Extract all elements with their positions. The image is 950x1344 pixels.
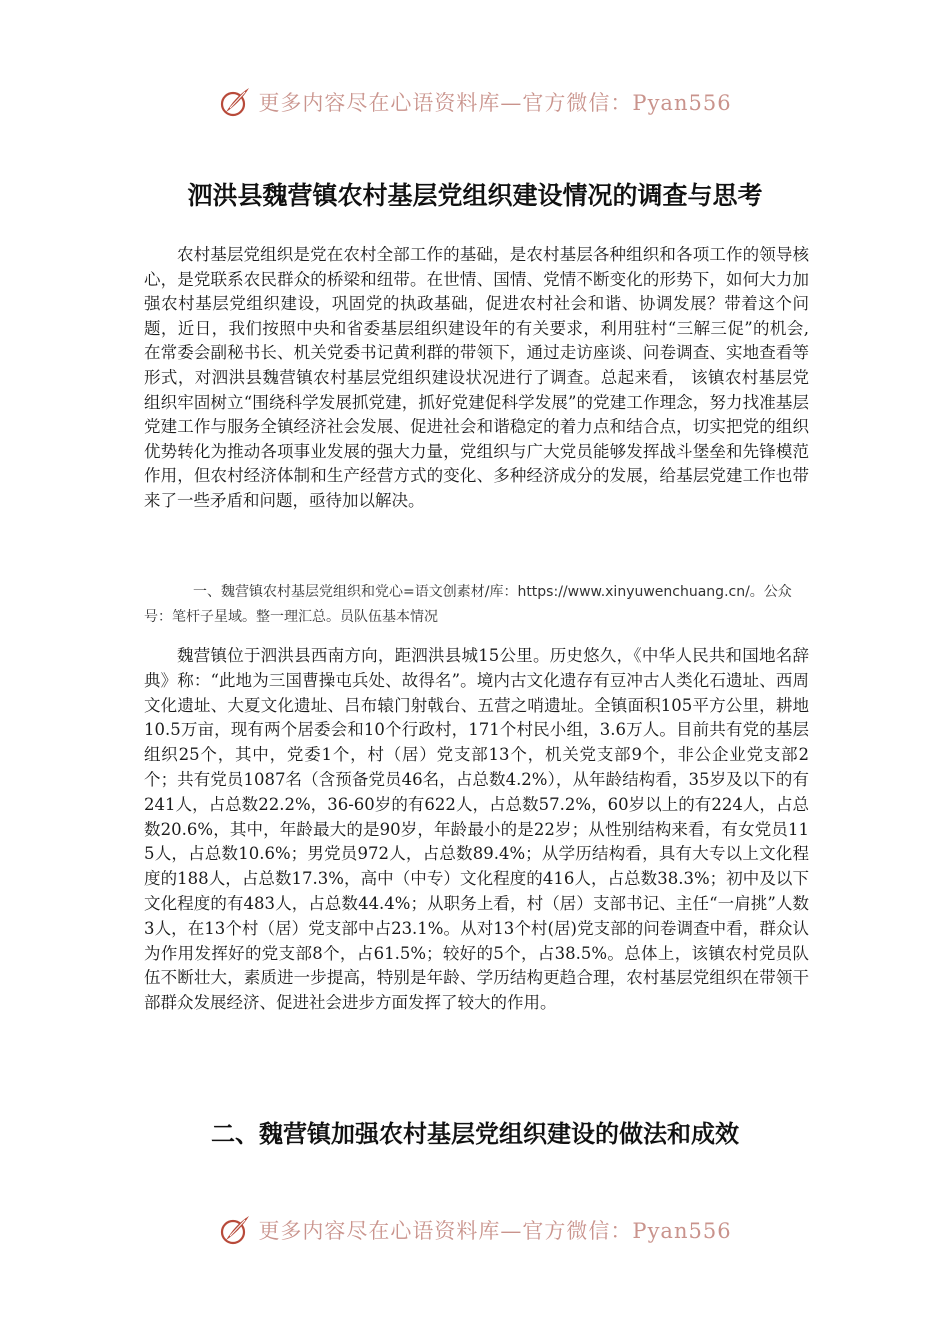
page-title: 泗洪县魏营镇农村基层党组织建设情况的调查与思考 xyxy=(187,181,763,210)
feather-pen-logo-icon xyxy=(218,85,252,119)
section-1-paragraph: 魏营镇位于泗洪县西南方向，距泗洪县城15公里。历史悠久，《中华人民共和国地名辞典》称：“此地为三国曹操屯兵处、故得名”。境内古文化遗存有豆冲古人类化石遗址、西周文化遗址、大夏文化遗址、吕布辕门射戟台、五营之哨遗址。全镇面积105平方公里，耕地10.5万亩，现有两个居委会和10个行政村，171个村民小组，3.6万人。目前共有党的基层组织25个，其中，党委1个，村（居）党支部13个，机关党支部9个，非公企业党支部2个；共有党员1087名（含预备党员46名，占总数4.2%），从年龄结构看，35岁及以下的有241人，占总数22.2%，36-60岁的有622人，占总数57.2%，60岁以上的有224人，占总数20.6%，其中，年龄最大的是90岁，年龄最小的是22岁；从性别结构来看，有女党员115人，占总数10.6%；男党员972人，占总数89.4%；从学历结构看，具有大专以上文化程度的188人，占总数17.3%，高中（中专）文化程度的416人，占总数38.3%；初中及以下文化程度的有483人，占总数44.4%；从职务上看，村（居）支部书记、主任“一肩挑”人数3人，在13个村（居）党支部中占23.1%。从对13个村(居)党支部的问卷调查中看，群众认为作用发挥好的党支部8个，占61.5%；较好的5个，占38.5%。总体上，该镇农村党员队伍不断壮大，素质进一步提高，特别是年龄、学历结构更趋合理，农村基层党组织在带领干部群众发展经济、促进社会进步方面发挥了较大的作用。 xyxy=(144,646,809,1013)
watermark-text: 更多内容尽在心语资料库—官方微信：Pyan556 xyxy=(258,1219,732,1243)
section-2-heading: 二、魏营镇加强农村基层党组织建设的做法和成效 xyxy=(211,1120,739,1148)
intro-paragraph: 农村基层党组织是党在农村全部工作的基础，是农村基层各种组织和各项工作的领导核心，是党联系农民群众的桥梁和纽带。在世情、国情、党情不断变化的形势下，如何大力加强农村基层党组织建设，巩固党的执政基础，促进农村社会和谐、协调发展？带着这个问题，近日，我们按照中央和省委基层组织建设年的有关要求，利用驻村“三解三促”的机会,在常委会副秘书长、机关党委书记黄利群的带领下，通过走访座谈、问卷调查、实地查看等形式，对泗洪县魏营镇农村基层党组织建设状况进行了调查。总起来看， 该镇农村基层党组织牢固树立“围绕科学发展抓党建，抓好党建促科学发展”的党建工作理念，努力找准基层党建工作与服务全镇经济社会发展、促进社会和谐稳定的着力点和结合点，切实把党的组织优势转化为推动各项事业发展的强大力量，党组织与广大党员能够发挥战斗堡垒和先锋模范作用，但农村经济体制和生产经营方式的变化、多种经济成分的发展，给基层党建工作也带来了一些矛盾和问题，亟待加以解决。 xyxy=(144,245,809,510)
header-watermark-banner xyxy=(0,80,950,124)
feather-pen-logo-icon xyxy=(218,1213,252,1247)
section-1-heading: 一、魏营镇农村基层党组织和党心=语文创素材/库：https://www.xinyuwenchuang.cn/。公众号：笔杆子星域。整一理汇总。员队伍基本情况 xyxy=(144,584,792,625)
footer-watermark-banner xyxy=(0,1208,950,1252)
watermark-text: 更多内容尽在心语资料库—官方微信：Pyan556 xyxy=(258,91,732,115)
